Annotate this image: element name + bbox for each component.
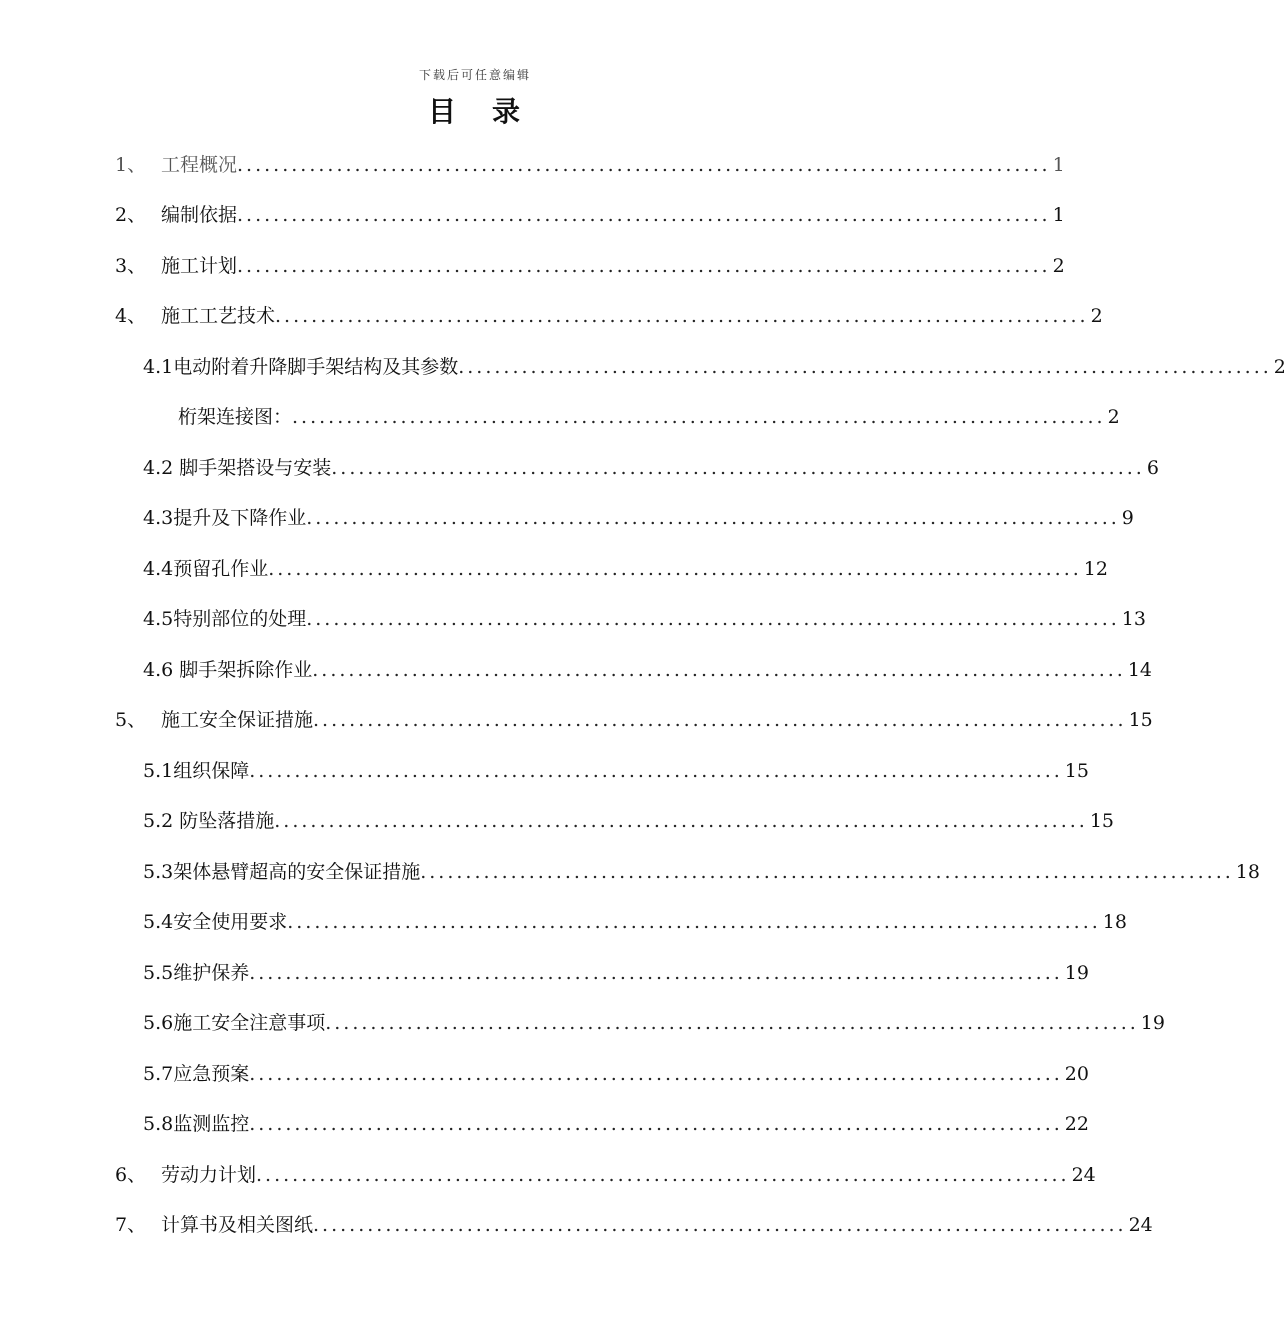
toc-entry-label: 4.4预留孔作业 (143, 558, 269, 580)
toc-entry-label: 施工安全保证措施 (161, 709, 314, 731)
toc-entry-label: 编制依据 (161, 204, 238, 226)
toc-entry-page: 20 (1064, 1063, 1089, 1085)
dot-leader: .......................................................................................... (420, 861, 1234, 883)
toc-entry-label: 工程概况 (161, 154, 238, 176)
toc-entry-number: 4、 (115, 305, 147, 327)
toc-entry-page: 19 (1064, 962, 1089, 984)
toc-entry-label: 5.2 防坠落措施 (143, 810, 275, 832)
toc-entry-label: 5.7应急预案 (143, 1063, 250, 1085)
toc-entry-page: 14 (1127, 659, 1153, 681)
toc-entry-page: 22 (1064, 1113, 1089, 1135)
toc-entry-4[interactable] (115, 301, 1103, 331)
dot-leader: .......................................................................................... (458, 356, 1272, 378)
toc-entry-label: 4.6 脚手架拆除作业 (143, 659, 313, 681)
dot-leader: .......................................................................................... (249, 1063, 1063, 1085)
dot-leader: .......................................................................................... (312, 659, 1126, 681)
dot-leader: .......................................................................................... (256, 1164, 1070, 1186)
toc-entry-label: 5.4安全使用要求 (143, 911, 288, 933)
dot-leader: .......................................................................................... (292, 406, 1106, 428)
toc-entry-5[interactable] (115, 705, 1153, 735)
dot-leader: .......................................................................................... (274, 810, 1088, 832)
toc-entry-page: 24 (1071, 1164, 1096, 1186)
toc-entry-5-8[interactable] (143, 1109, 1089, 1139)
dot-leader: .......................................................................................... (313, 1214, 1127, 1236)
toc-entry-4-4[interactable] (143, 554, 1108, 584)
dot-leader: .......................................................................................... (249, 962, 1063, 984)
toc-entry-number: 2、 (115, 204, 147, 226)
toc-entry-4-2[interactable] (143, 453, 1159, 483)
toc-entry-page: 12 (1083, 558, 1108, 580)
toc-entry-5-1[interactable] (143, 756, 1089, 786)
page-title-right: 录 (492, 95, 523, 128)
toc-entry-5-7[interactable] (143, 1059, 1089, 1089)
toc-entry-page: 1 (1052, 204, 1065, 226)
toc-entry-3[interactable] (115, 251, 1065, 281)
dot-leader: .......................................................................................... (287, 911, 1101, 933)
toc-entry-number: 1、 (115, 154, 147, 176)
toc-entry-label: 施工计划 (161, 255, 238, 277)
toc-entry-page: 18 (1235, 861, 1260, 883)
toc-entry-label: 施工工艺技术 (161, 305, 276, 327)
dot-leader: .......................................................................................... (249, 760, 1063, 782)
toc-entry-1[interactable] (115, 150, 1065, 180)
dot-leader: .......................................................................................... (237, 204, 1051, 226)
toc-entry-number: 7、 (115, 1214, 147, 1236)
toc-entry-4-3[interactable] (143, 503, 1134, 533)
toc-entry-page: 2 (1052, 255, 1065, 277)
toc-entry-4-1[interactable] (143, 352, 1286, 382)
toc-entry-label: 5.8监测监控 (143, 1113, 250, 1135)
header-note: 下载后可任意编辑 (418, 68, 531, 82)
page-title (0, 90, 950, 130)
toc-entry-page: 9 (1121, 507, 1134, 529)
dot-leader: .......................................................................................... (237, 255, 1051, 277)
toc-entry-label: 5.3架体悬臂超高的安全保证措施 (143, 861, 421, 883)
toc-entry-label: 4.1电动附着升降脚手架结构及其参数 (143, 356, 459, 378)
toc-entry-label: 4.5特别部位的处理 (143, 608, 307, 630)
toc-entry-page: 24 (1128, 1214, 1153, 1236)
toc-entry-page: 2 (1090, 305, 1103, 327)
page-title-left: 目 (427, 95, 458, 128)
dot-leader: .......................................................................................... (306, 608, 1120, 630)
toc-entry-4-6[interactable] (143, 655, 1153, 685)
dot-leader: .......................................................................................... (325, 1012, 1139, 1034)
dot-leader: .......................................................................................... (331, 457, 1145, 479)
dot-leader: .......................................................................................... (275, 305, 1089, 327)
toc-entry-page: 15 (1089, 810, 1115, 832)
toc-entry-page: 18 (1102, 911, 1127, 933)
toc-entry-5-4[interactable] (143, 907, 1127, 937)
toc-entry-label: 5.5维护保养 (143, 962, 250, 984)
toc-entry-label: 计算书及相关图纸 (161, 1214, 314, 1236)
toc-entry-4-5[interactable] (143, 604, 1146, 634)
toc-entry-label: 4.3提升及下降作业 (143, 507, 307, 529)
toc-entry-page: 2 (1107, 406, 1120, 428)
toc-entry-page: 6 (1146, 457, 1159, 479)
toc-entry-label: 5.6施工安全注意事项 (143, 1012, 326, 1034)
toc-entry-page: 13 (1121, 608, 1146, 630)
dot-leader: .......................................................................................... (237, 154, 1051, 176)
dot-leader: .......................................................................................... (313, 709, 1127, 731)
toc-entry-number: 5、 (115, 709, 147, 731)
toc-entry-page: 2 (1273, 356, 1286, 378)
toc-entry-number: 3、 (115, 255, 147, 277)
toc-entry-page: 15 (1064, 760, 1089, 782)
toc-entry-page: 1 (1052, 154, 1065, 176)
toc-entry-5-3[interactable] (143, 857, 1260, 887)
toc-entry-label: 4.2 脚手架搭设与安装 (143, 457, 332, 479)
toc-entry-5-5[interactable] (143, 958, 1089, 988)
toc-entry-2[interactable] (115, 200, 1065, 230)
dot-leader: .......................................................................................... (249, 1113, 1063, 1135)
toc-entry-number: 6、 (115, 1164, 147, 1186)
toc-entry-label: 桁架连接图： (178, 406, 293, 428)
toc-entry-5-6[interactable] (143, 1008, 1165, 1038)
toc-entry-5-2[interactable] (143, 806, 1115, 836)
toc-entry-6[interactable] (115, 1160, 1096, 1190)
toc-entry-label: 5.1组织保障 (143, 760, 250, 782)
toc-entry-page: 15 (1128, 709, 1153, 731)
dot-leader: .......................................................................................... (268, 558, 1082, 580)
dot-leader: .......................................................................................... (306, 507, 1120, 529)
toc-entry-truss-diagram[interactable] (178, 402, 1120, 432)
toc-entry-label: 劳动力计划 (161, 1164, 257, 1186)
toc-entry-7[interactable] (115, 1210, 1153, 1240)
toc-entry-page: 19 (1140, 1012, 1165, 1034)
